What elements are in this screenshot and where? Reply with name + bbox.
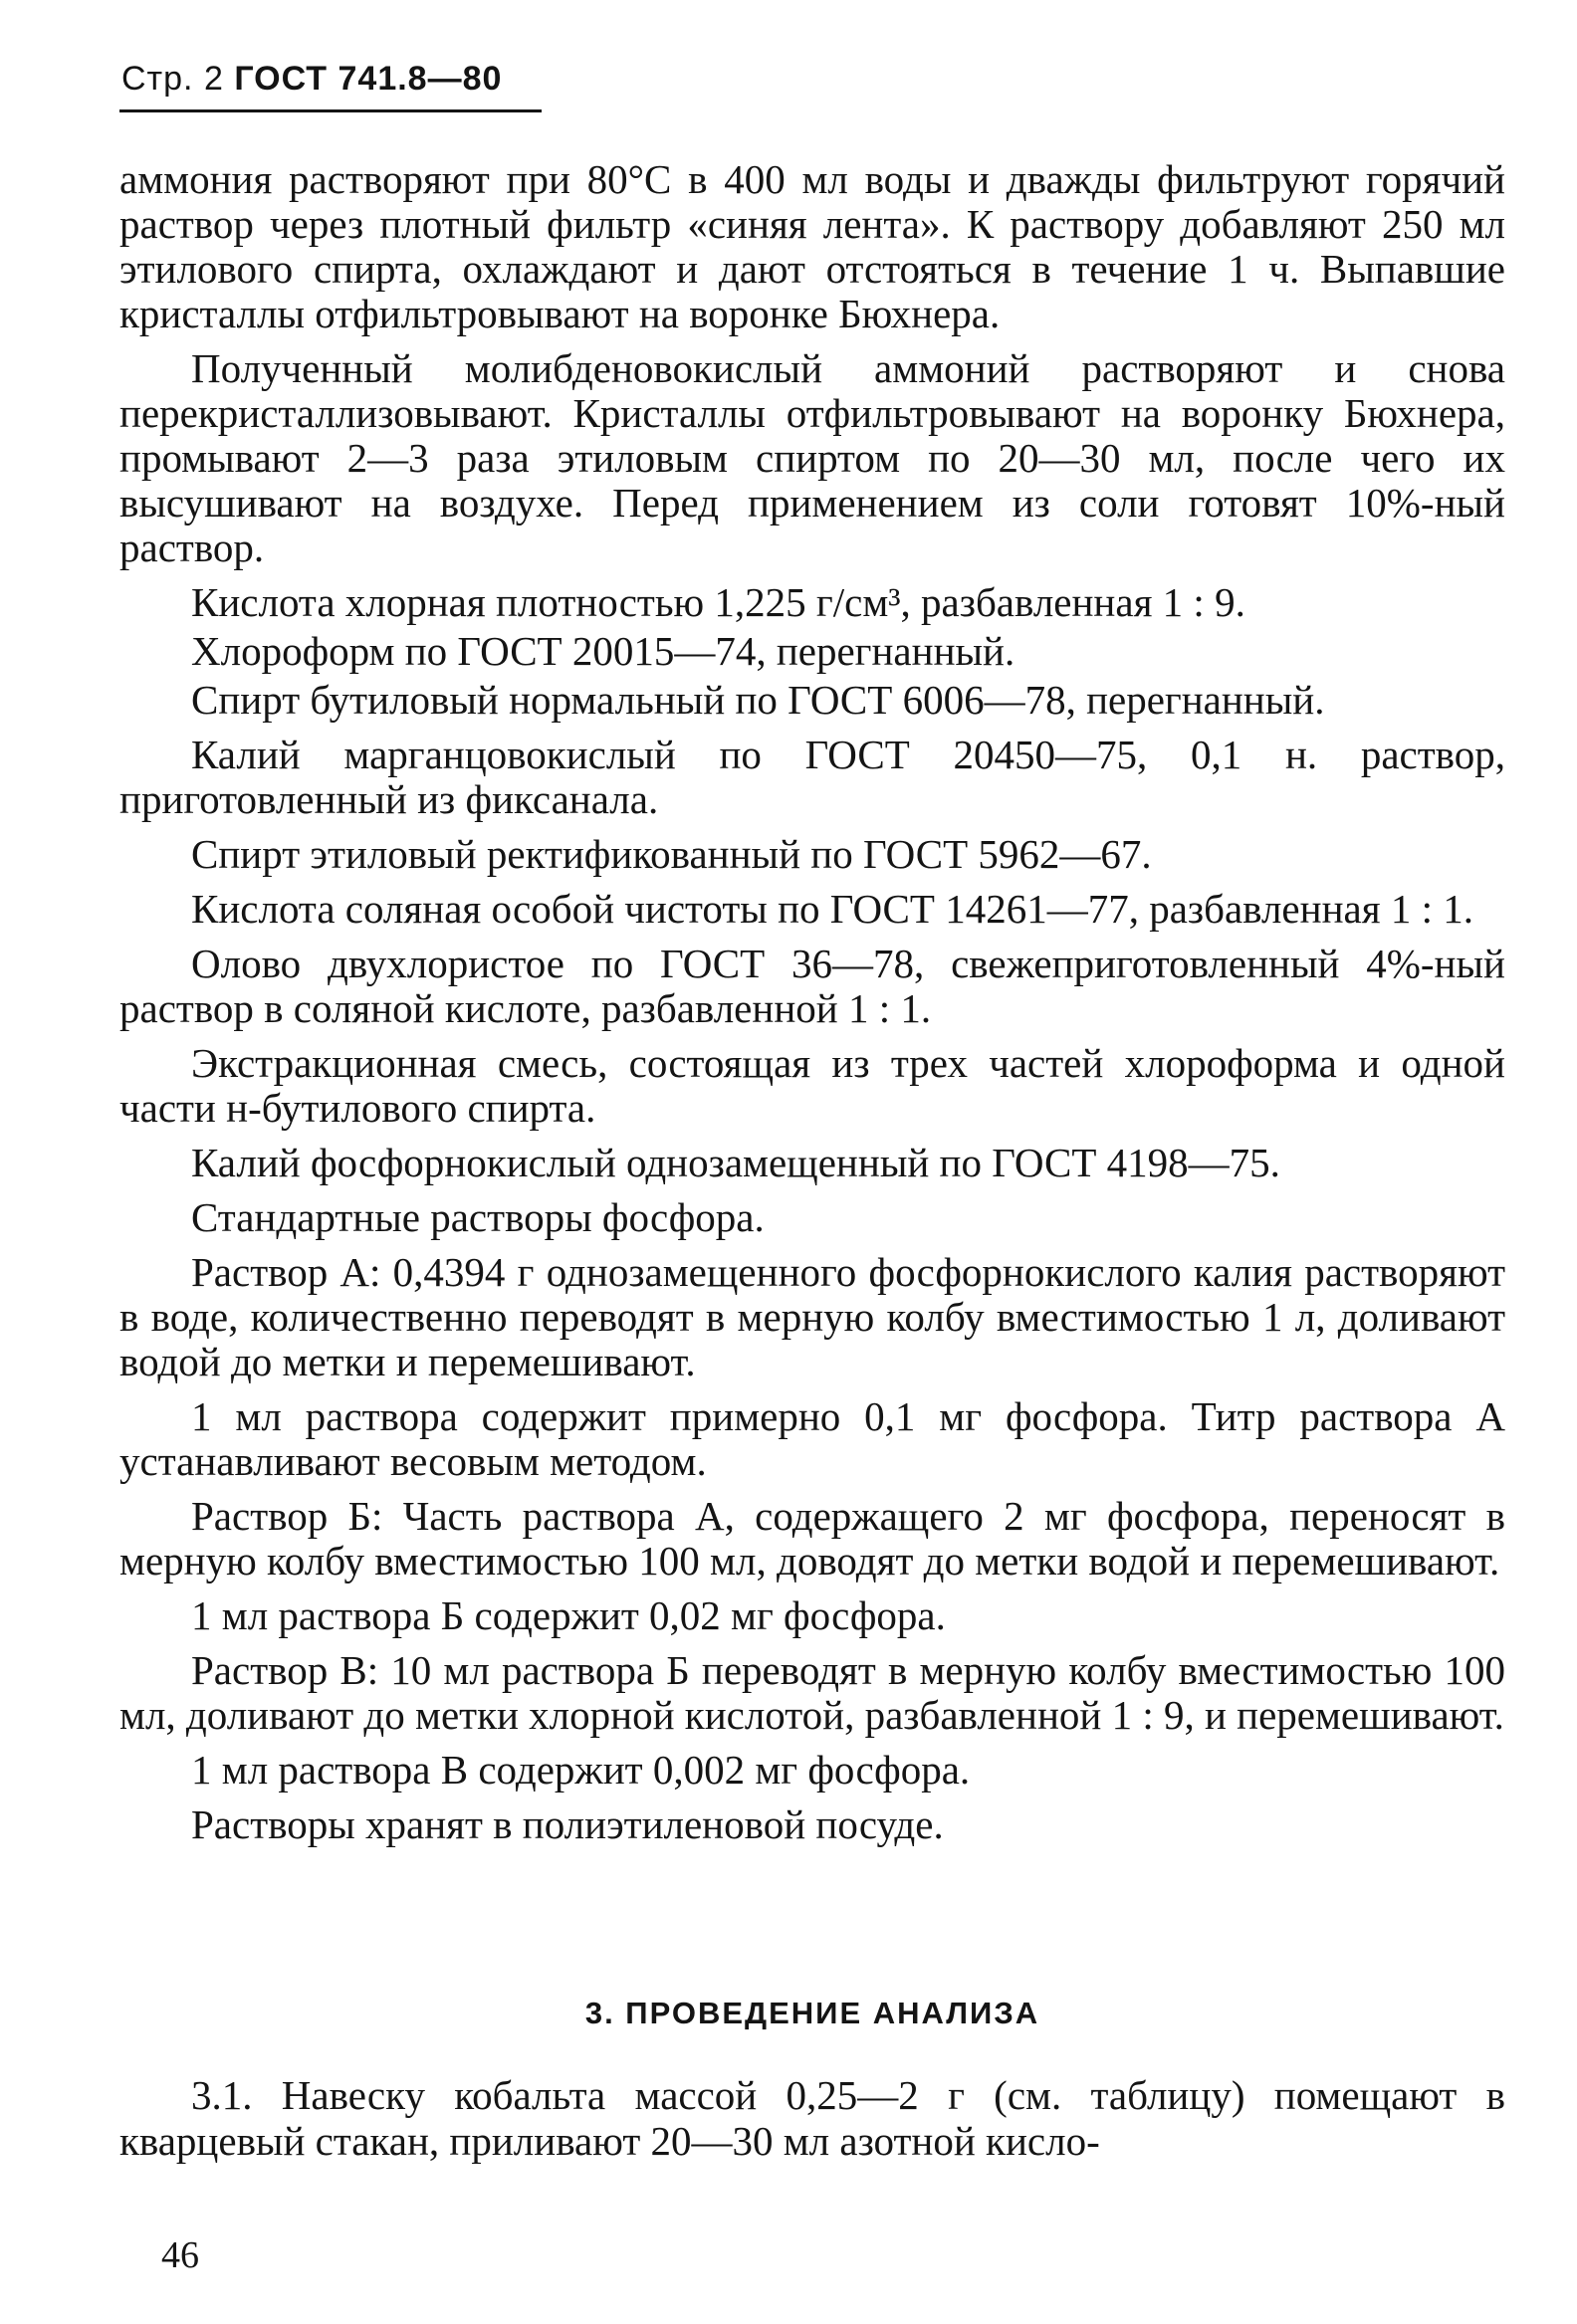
header-rule: [119, 109, 542, 112]
solution-paragraph: Раствор А: 0,4394 г однозамещенного фосфорнокислого калия растворяют в воде, количественно переводят в мерную колбу вместимостью 1 л, доливают водой до метки и перемешивают.: [119, 1249, 1505, 1384]
solution-paragraph: 1 мл раствора содержит примерно 0,1 мг фосфора. Титр раствора А устанавливают весовым методом.: [119, 1393, 1505, 1484]
solution-paragraph: 1 мл раствора В содержит 0,002 мг фосфора.: [191, 1747, 971, 1793]
reagent-item: Кислота соляная особой чистоты по ГОСТ 14261—77, разбавленная 1 : 1.: [191, 886, 1473, 932]
reagent-item: Хлороформ по ГОСТ 20015—74, перегнанный.: [191, 628, 1015, 674]
page-header: [121, 60, 502, 99]
section-body: [119, 2072, 1505, 2164]
paragraph-continuation: аммония растворяют при 80°С в 400 мл воды и дважды фильтруют горячий раствор через плотный фильтр «синяя лента». К раствору добавляют 250 мл этилового спирта, охлаждают и дают отстояться в течение 1 ч. Выпавшие кристаллы отфильтровывают на воронке Бюхнера.: [119, 156, 1505, 336]
reagent-item: Калий марганцовокислый по ГОСТ 20450—75, 0,1 н. раствор, приготовленный из фиксанала.: [119, 732, 1505, 822]
solution-paragraph: 1 мл раствора Б содержит 0,02 мг фосфора.: [191, 1592, 946, 1638]
reagent-item: Кислота хлорная плотностью 1,225 г/см³, разбавленная 1 : 9.: [191, 579, 1245, 625]
body-text: [119, 157, 1505, 1857]
reagent-item: Олово двухлористое по ГОСТ 36—78, свежеприготовленный 4%-ный раствор в соляной кислоте, разбавленной 1 : 1.: [119, 941, 1505, 1031]
reagent-item: Спирт бутиловый нормальный по ГОСТ 6006—78, перегнанный.: [191, 677, 1325, 723]
reagent-item: Калий фосфорнокислый однозамещенный по ГОСТ 4198—75.: [191, 1140, 1280, 1185]
section-heading: 3. ПРОВЕДЕНИЕ АНАЛИЗА: [584, 1996, 1040, 2030]
page-label: Стр.: [121, 60, 194, 98]
page-header-number: 2: [203, 60, 224, 98]
page-number: 46: [161, 2234, 199, 2276]
reagent-item: Стандартные растворы фосфора.: [191, 1194, 765, 1240]
reagent-item: Экстракционная смесь, состоящая из трех частей хлороформа и одной части н-бутилового спирта.: [119, 1040, 1505, 1131]
solution-paragraph: Раствор Б: Часть раствора А, содержащего 2 мг фосфора, переносят в мерную колбу вместимостью 100 мл, доводят до метки водой и перемешивают.: [119, 1493, 1505, 1584]
solution-paragraph: Раствор В: 10 мл раствора Б переводят в мерную колбу вместимостью 100 мл, доливают до метки хлорной кислотой, разбавленной 1 : 9, и перемешивают.: [119, 1647, 1505, 1738]
reagent-item: Спирт этиловый ректификованный по ГОСТ 5962—67.: [191, 831, 1152, 877]
document-code: ГОСТ 741.8—80: [234, 60, 503, 98]
solution-paragraph: Растворы хранят в полиэтиленовой посуде.: [191, 1801, 944, 1847]
paragraph: Полученный молибденовокислый аммоний растворяют и снова перекристаллизовывают. Кристаллы отфильтровывают на воронку Бюхнера, промывают 2—3 раза этиловым спиртом по 20—30 мл, после чего их высушивают на воздухе. Перед применением из соли готовят 10%-ный раствор.: [119, 345, 1505, 570]
section-paragraph: 3.1. Навеску кобальта массой 0,25—2 г (см. таблицу) помещают в кварцевый стакан, приливают 20—30 мл азотной кисло-: [119, 2072, 1505, 2164]
